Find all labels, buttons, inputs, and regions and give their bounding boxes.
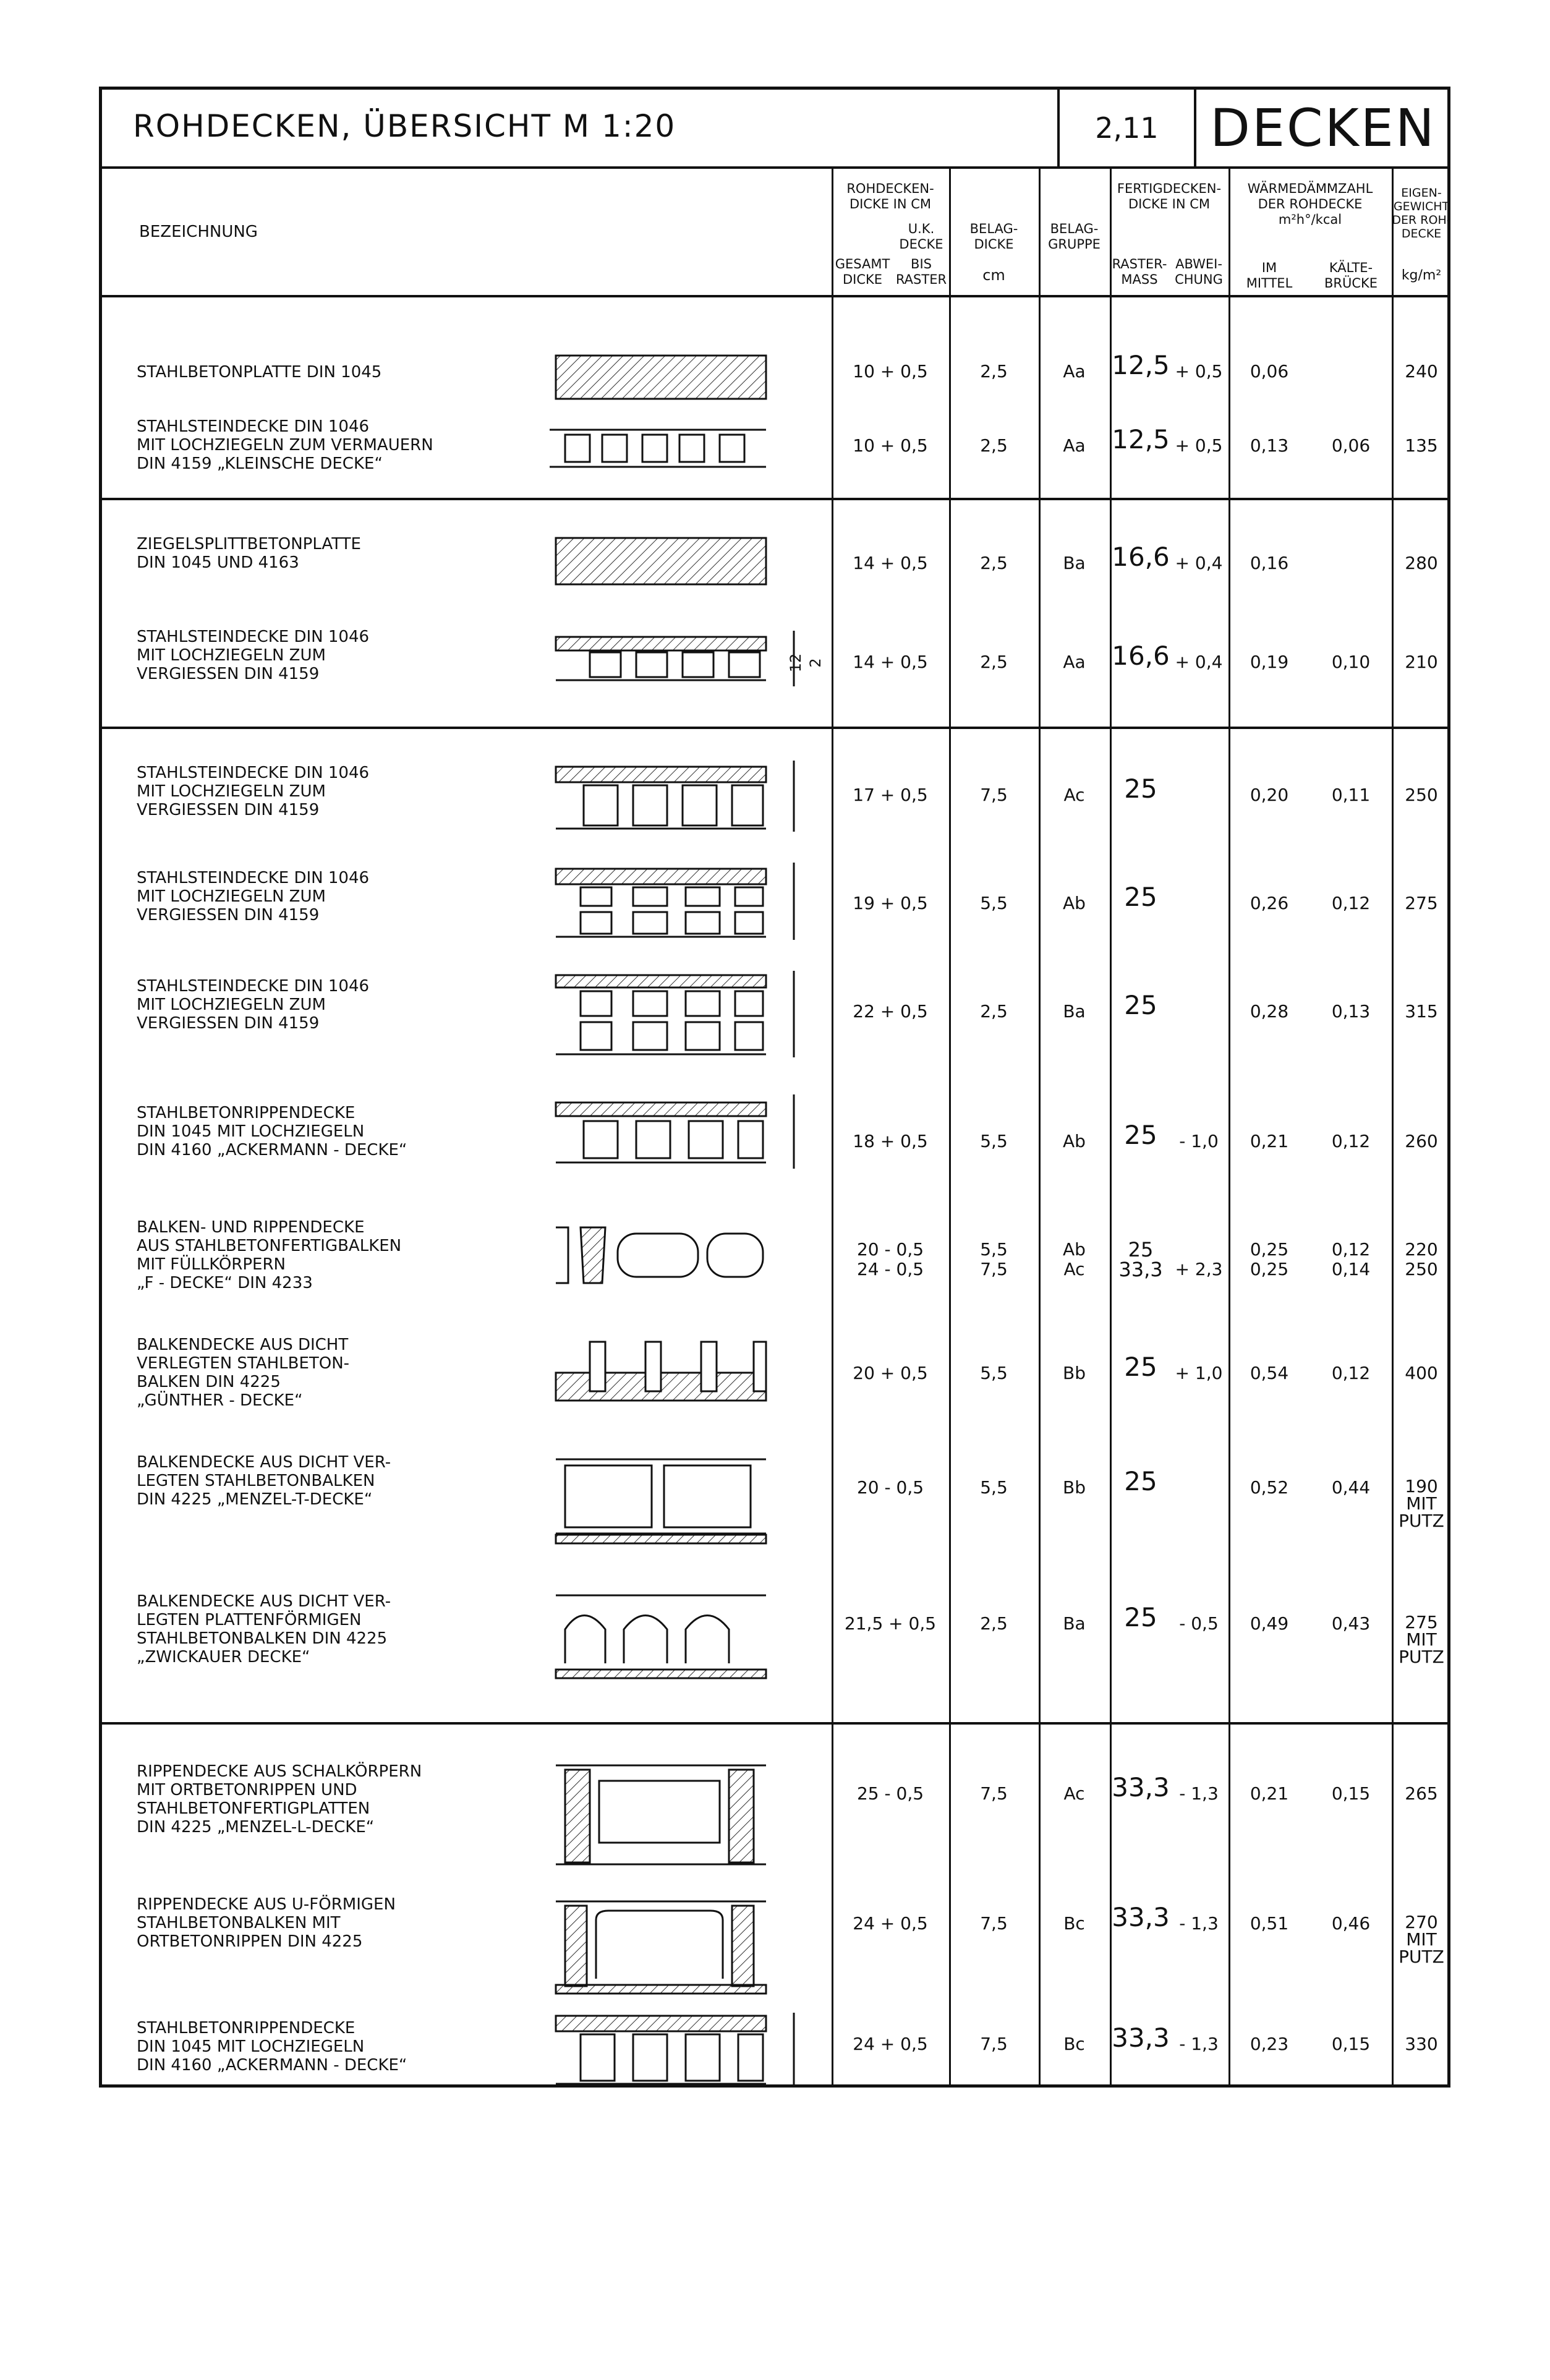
cell-belag: 7,5: [980, 785, 1008, 805]
row-description: STAHLSTEINDECKE DIN 1046 MIT LOCHZIEGELN ZUM VERGIESSEN DIN 4159: [137, 869, 370, 924]
section-title: DECKEN: [1210, 98, 1436, 158]
cell-rastermass: 25 33,3: [1118, 1238, 1163, 1281]
cell-kaeltebruecke: 0,44: [1331, 1477, 1371, 1498]
cell-abweichung: - 1,3: [1179, 1783, 1219, 1804]
cell-kaeltebruecke: 0,06: [1331, 435, 1371, 456]
header-belagdicke: BELAG- DICKE: [969, 221, 1018, 252]
cell-abweichung: + 1,0: [1175, 1363, 1223, 1383]
section-drawing-rib-slab: [457, 2010, 828, 2090]
row-description: STAHLBETONPLATTE DIN 1045: [137, 363, 382, 382]
section-drawing-hollow-brick: [457, 424, 778, 473]
header-bis-raster: BIS RASTER: [895, 257, 947, 287]
dimension-label: 12 2: [787, 653, 824, 673]
cell-dicke: 25 - 0,5: [856, 1783, 924, 1804]
cell-dicke: 24 + 0,5: [853, 1913, 928, 1934]
column-header-row: [102, 169, 1451, 297]
cell-kaeltebruecke: 0,12 0,14: [1331, 1239, 1371, 1279]
title-block: [102, 90, 1447, 169]
cell-belag: 2,5: [980, 435, 1008, 456]
row-description: STAHLBETONRIPPENDECKE DIN 1045 MIT LOCHZIEGELN DIN 4160 „ACKERMANN - DECKE“: [137, 2019, 407, 2075]
cell-kaeltebruecke: 0,13: [1331, 1001, 1371, 1022]
cell-kaeltebruecke: 0,12: [1331, 893, 1371, 913]
cell-eigengewicht: 330: [1405, 2034, 1438, 2054]
group-divider: [102, 727, 1447, 729]
cell-eigengewicht: 270 MIT PUTZ: [1399, 1912, 1444, 1967]
cell-dicke: 24 + 0,5: [853, 2034, 928, 2054]
section-drawing-hollow-brick: [457, 859, 828, 943]
cell-eigengewicht: 240: [1405, 361, 1438, 382]
row-description: BALKENDECKE AUS DICHT VER- LEGTEN STAHLBETONBALKEN DIN 4225 „MENZEL-T-DECKE“: [137, 1453, 391, 1509]
page-number: 2,11: [1057, 90, 1196, 166]
cell-kaeltebruecke: 0,46: [1331, 1913, 1371, 1934]
group-divider: [102, 1722, 1447, 1725]
section-drawing-t-beam: [457, 1447, 778, 1552]
cell-dicke: 10 + 0,5: [853, 361, 928, 382]
cell-kaeltebruecke: 0,12: [1331, 1131, 1371, 1151]
section-drawing-hollow-brick: [457, 625, 828, 693]
cell-eigengewicht: 135: [1405, 435, 1438, 456]
cell-rastermass: 33,3: [1112, 1902, 1170, 1932]
cell-belag: 2,5: [980, 361, 1008, 382]
cell-abweichung: + 0,4: [1175, 652, 1223, 672]
cell-gruppe: Aa: [1063, 361, 1086, 382]
cell-gruppe: Ab: [1063, 893, 1086, 913]
cell-im-mittel: 0,49: [1250, 1613, 1289, 1634]
cell-belag: 2,5: [980, 652, 1008, 672]
cell-belag: 2,5: [980, 553, 1008, 573]
header-eigengewicht: EIGEN- GEWICHT DER ROH- DECKE: [1392, 186, 1451, 241]
section-drawing-u-beam: [457, 1892, 778, 1997]
cell-rastermass: 12,5: [1112, 424, 1170, 454]
row-description: RIPPENDECKE AUS U-FÖRMIGEN STAHLBETONBALKEN MIT ORTBETONRIPPEN DIN 4225: [137, 1895, 396, 1951]
cell-im-mittel: 0,51: [1250, 1913, 1289, 1934]
cell-gruppe: Aa: [1063, 652, 1086, 672]
cell-belag: 5,5: [980, 1477, 1008, 1498]
cell-dicke: 18 + 0,5: [853, 1131, 928, 1151]
cell-gruppe: Ba: [1063, 1613, 1086, 1634]
row-description: STAHLBETONRIPPENDECKE DIN 1045 MIT LOCHZIEGELN DIN 4160 „ACKERMANN - DECKE“: [137, 1104, 407, 1159]
cell-im-mittel: 0,21: [1250, 1131, 1289, 1151]
cell-abweichung: - 1,0: [1179, 1131, 1219, 1151]
cell-kaeltebruecke: 0,15: [1331, 1783, 1371, 1804]
cell-gruppe: Ac: [1063, 785, 1085, 805]
header-belag-unit: cm: [982, 267, 1005, 284]
cell-belag: 2,5: [980, 1001, 1008, 1022]
cell-gruppe: Bb: [1063, 1363, 1086, 1383]
row-description: STAHLSTEINDECKE DIN 1046 MIT LOCHZIEGELN ZUM VERGIESSEN DIN 4159: [137, 764, 370, 819]
cell-eigengewicht: 400: [1405, 1363, 1438, 1383]
header-gesamt: GESAMT DICKE: [835, 257, 890, 287]
cell-dicke: 17 + 0,5: [853, 785, 928, 805]
cell-rastermass: 25: [1124, 774, 1157, 804]
cell-abweichung: - 1,3: [1179, 1913, 1219, 1934]
cell-gruppe: Bc: [1063, 1913, 1085, 1934]
section-drawing-hollow-brick: [457, 757, 828, 838]
cell-kaeltebruecke: 0,43: [1331, 1613, 1371, 1634]
cell-belag: 5,5: [980, 1363, 1008, 1383]
cell-eigengewicht: 280: [1405, 553, 1438, 573]
cell-im-mittel: 0,54: [1250, 1363, 1289, 1383]
cell-abweichung: + 0,4: [1175, 553, 1223, 573]
cell-rastermass: 16,6: [1112, 641, 1170, 671]
cell-eigengewicht: 265: [1405, 1783, 1438, 1804]
cell-rastermass: 25: [1124, 882, 1157, 912]
cell-im-mittel: 0,28: [1250, 1001, 1289, 1022]
cell-dicke: 22 + 0,5: [853, 1001, 928, 1022]
cell-dicke: 20 + 0,5: [853, 1363, 928, 1383]
row-description: RIPPENDECKE AUS SCHALKÖRPERN MIT ORTBETONRIPPEN UND STAHLBETONFERTIGPLATTEN DIN 4225 „MENZEL-L-DECKE“: [137, 1762, 422, 1836]
cell-rastermass: 25: [1124, 1120, 1157, 1150]
cell-eigengewicht: 190 MIT PUTZ: [1399, 1476, 1444, 1531]
row-description: BALKENDECKE AUS DICHT VER- LEGTEN PLATTENFÖRMIGEN STAHLBETONBALKEN DIN 4225 „ZWICKAUER DECKE“: [137, 1592, 391, 1666]
cell-im-mittel: 0,23: [1250, 2034, 1289, 2054]
cell-belag: 2,5: [980, 1613, 1008, 1634]
cell-gruppe: Bc: [1063, 2034, 1085, 2054]
header-rastermass: RASTER- MASS: [1112, 257, 1167, 287]
cell-kaeltebruecke: 0,15: [1331, 2034, 1371, 2054]
header-belaggruppe: BELAG- GRUPPE: [1048, 221, 1101, 252]
page-title: ROHDECKEN, ÜBERSICHT M 1:20: [133, 108, 676, 144]
row-description: STAHLSTEINDECKE DIN 1046 MIT LOCHZIEGELN ZUM VERGIESSEN DIN 4159: [137, 628, 370, 683]
cell-im-mittel: 0,06: [1250, 361, 1289, 382]
cell-rastermass: 25: [1124, 1352, 1157, 1382]
header-kaeltebruecke: KÄLTE- BRÜCKE: [1324, 260, 1378, 291]
cell-gruppe: Ab: [1063, 1131, 1086, 1151]
header-fertigdecke: FERTIGDECKEN- DICKE IN CM: [1117, 181, 1222, 211]
row-description: STAHLSTEINDECKE DIN 1046 MIT LOCHZIEGELN ZUM VERMAUERN DIN 4159 „KLEINSCHE DECKE“: [137, 417, 433, 473]
cell-rastermass: 33,3: [1112, 1772, 1170, 1802]
cell-eigengewicht: 220 250: [1405, 1239, 1438, 1279]
cell-belag: 7,5: [980, 1783, 1008, 1804]
cell-kaeltebruecke: 0,11: [1331, 785, 1371, 805]
row-description: BALKEN- UND RIPPENDECKE AUS STAHLBETONFERTIGBALKEN MIT FÜLLKÖRPERN „F - DECKE“ DIN 4233: [137, 1218, 402, 1292]
cell-gruppe: Aa: [1063, 435, 1086, 456]
cell-gruppe: Ba: [1063, 553, 1086, 573]
cell-im-mittel: 0,52: [1250, 1477, 1289, 1498]
cell-dicke: 21,5 + 0,5: [844, 1613, 937, 1634]
cell-im-mittel: 0,21: [1250, 1783, 1289, 1804]
row-description: STAHLSTEINDECKE DIN 1046 MIT LOCHZIEGELN ZUM VERGIESSEN DIN 4159: [137, 977, 370, 1033]
header-im-mittel: IM MITTEL: [1246, 260, 1293, 291]
cell-abweichung: - 1,3: [1179, 2034, 1219, 2054]
section-drawing-beam-slab: [457, 1333, 778, 1419]
cell-rastermass: 16,6: [1112, 542, 1170, 572]
row-description: ZIEGELSPLITTBETONPLATTE DIN 1045 UND 4163: [137, 535, 361, 572]
cell-gruppe: Bb: [1063, 1477, 1086, 1498]
section-drawing-precast-beam: [457, 1215, 778, 1302]
header-rohdecke: ROHDECKEN- DICKE IN CM: [846, 181, 934, 211]
header-uk-decke: U.K. DECKE: [899, 221, 943, 252]
cell-gruppe: Ac: [1063, 1783, 1085, 1804]
cell-im-mittel: 0,20: [1250, 785, 1289, 805]
cell-gruppe: Ba: [1063, 1001, 1086, 1022]
cell-belag: 5,5: [980, 1131, 1008, 1151]
header-bezeichnung: BEZEICHNUNG: [139, 223, 258, 241]
cell-eigengewicht: 210: [1405, 652, 1438, 672]
cell-eigengewicht: 260: [1405, 1131, 1438, 1151]
cell-abweichung: + 0,5: [1175, 361, 1223, 382]
cell-im-mittel: 0,25 0,25: [1250, 1239, 1289, 1279]
group-divider: [102, 498, 1447, 500]
cell-eigengewicht: 275 MIT PUTZ: [1399, 1612, 1444, 1667]
cell-belag: 5,5: [980, 893, 1008, 913]
cell-belag: 7,5: [980, 1913, 1008, 1934]
cell-dicke: 20 - 0,5 24 - 0,5: [856, 1239, 924, 1279]
section-drawing-rib-slab: [457, 1091, 828, 1178]
drawing-sheet: [99, 87, 1450, 2088]
cell-eigengewicht: 275: [1405, 893, 1438, 913]
cell-rastermass: 25: [1124, 1466, 1157, 1496]
cell-eigengewicht: 250: [1405, 785, 1438, 805]
cell-im-mittel: 0,16: [1250, 553, 1289, 573]
header-abweichung: ABWEI- CHUNG: [1175, 257, 1223, 287]
cell-dicke: 14 + 0,5: [853, 652, 928, 672]
cell-im-mittel: 0,13: [1250, 435, 1289, 456]
cell-abweichung: + 2,3: [1175, 1259, 1223, 1279]
cell-abweichung: - 0,5: [1179, 1613, 1219, 1634]
cell-kaeltebruecke: 0,12: [1331, 1363, 1371, 1383]
section-drawing-slab: [457, 343, 778, 411]
header-eigengewicht-unit: kg/m²: [1401, 268, 1442, 283]
section-drawing-hollow-brick: [457, 968, 828, 1060]
cell-rastermass: 33,3: [1112, 2023, 1170, 2053]
cell-dicke: 14 + 0,5: [853, 553, 928, 573]
cell-kaeltebruecke: 0,10: [1331, 652, 1371, 672]
cell-eigengewicht: 315: [1405, 1001, 1438, 1022]
cell-rastermass: 25: [1124, 1602, 1157, 1632]
cell-belag: 7,5: [980, 2034, 1008, 2054]
row-description: BALKENDECKE AUS DICHT VERLEGTEN STAHLBETON- BALKEN DIN 4225 „GÜNTHER - DECKE“: [137, 1336, 350, 1410]
cell-dicke: 10 + 0,5: [853, 435, 928, 456]
section-drawing-slab: [457, 529, 778, 591]
cell-gruppe: Ab Ac: [1063, 1239, 1086, 1279]
cell-rastermass: 25: [1124, 990, 1157, 1020]
cell-im-mittel: 0,19: [1250, 652, 1289, 672]
cell-abweichung: + 0,5: [1175, 435, 1223, 456]
cell-belag: 5,5 7,5: [980, 1239, 1008, 1279]
cell-im-mittel: 0,26: [1250, 893, 1289, 913]
cell-dicke: 20 - 0,5: [856, 1477, 924, 1498]
cell-dicke: 19 + 0,5: [853, 893, 928, 913]
section-drawing-arched-plate: [457, 1583, 778, 1688]
header-waermedaemmzahl: WÄRMEDÄMMZAHL DER ROHDECKE m²h°/kcal: [1247, 181, 1373, 227]
cell-rastermass: 12,5: [1112, 350, 1170, 380]
section-drawing-shell-rib: [457, 1756, 778, 1867]
